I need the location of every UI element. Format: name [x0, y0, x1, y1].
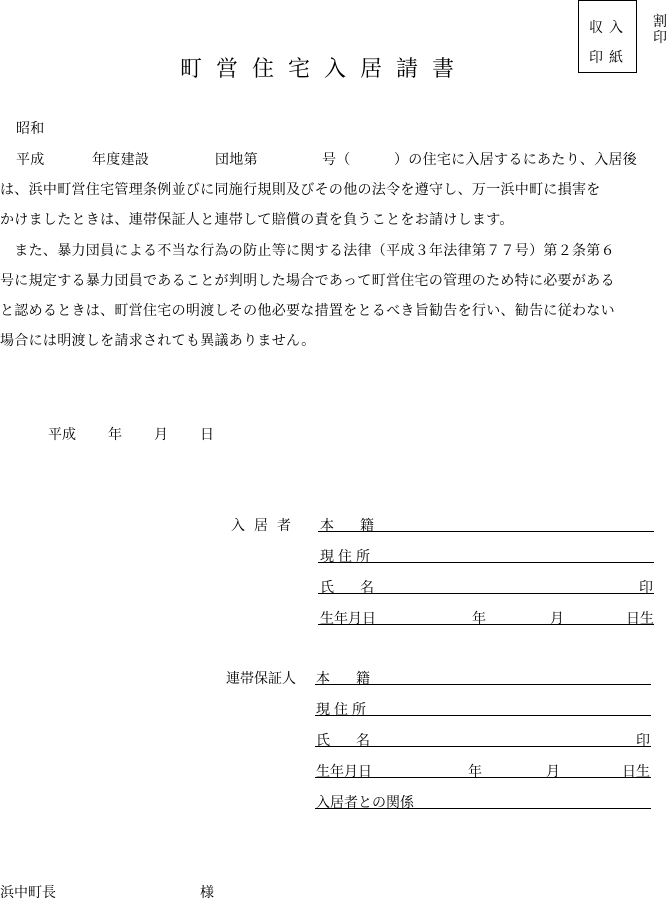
tenant-address-field[interactable] — [318, 562, 654, 563]
para1-line3: かけましたときは、連帯保証人と連帯して賠償の責を負うことをお請けします。 — [0, 212, 514, 228]
date-era: 平成 — [48, 427, 76, 443]
addressee-mayor: 浜中町長 — [0, 885, 56, 901]
tenant-birth-year: 年 — [472, 611, 486, 627]
tenant-birth-month: 月 — [550, 611, 564, 627]
guarantor-honseki-label: 本 籍 — [316, 671, 376, 687]
tenant-address-label: 現住所 — [320, 549, 374, 565]
gou-label: 号（ — [322, 152, 351, 168]
tenant-honseki-label: 本 籍 — [320, 518, 380, 534]
guarantor-name-label: 氏 名 — [316, 733, 376, 749]
document-title: 町営住宅入居請書 — [180, 57, 469, 82]
guarantor-label: 連帯保証人 — [226, 671, 296, 687]
nendo-label: 年度建設 — [92, 152, 150, 168]
stamp-label-line1: 収入 — [589, 20, 629, 36]
para2-line4: 場合には明渡しを請求されても異議ありません。 — [0, 333, 316, 349]
para1-line2: は、浜中町営住宅管理条例並びに同施行規則及びその他の法令を遵守し、万一浜中町に損害を — [0, 182, 601, 198]
date-year: 年 — [108, 427, 122, 443]
date-month: 月 — [154, 427, 168, 443]
guarantor-birth-field[interactable] — [315, 777, 651, 778]
guarantor-seal-mark: 印 — [636, 733, 650, 749]
date-day: 日 — [200, 427, 214, 443]
heisei-label: 平成 — [16, 152, 45, 168]
tenant-seal-mark: 印 — [639, 580, 653, 596]
guarantor-birth-month: 月 — [546, 764, 560, 780]
tenant-birth-day: 日生 — [626, 611, 654, 627]
guarantor-relation-field[interactable] — [315, 808, 651, 809]
tenant-birth-field[interactable] — [318, 624, 654, 625]
para2-line3: と認めるときは、町営住宅の明渡しその他必要な措置をとるべき旨勧告を行い、勧告に従わない — [0, 303, 615, 319]
tenant-birth-label: 生年月日 — [320, 611, 376, 627]
danchi-label: 団地第 — [215, 152, 258, 168]
guarantor-relation-label: 入居者との関係 — [316, 795, 414, 811]
guarantor-honseki-field[interactable] — [315, 684, 651, 685]
seal-split-label: 割印 — [653, 14, 667, 46]
para2-line1: また、暴力団員による不当な行為の防止等に関する法律（平成３年法律第７７号）第２条第６ — [0, 243, 615, 259]
tenant-honseki-field[interactable] — [318, 531, 654, 532]
guarantor-address-label: 現住所 — [316, 702, 370, 718]
stamp-label-line2: 印紙 — [589, 50, 629, 66]
guarantor-name-field[interactable] — [315, 746, 651, 747]
tenant-name-field[interactable] — [318, 593, 654, 594]
guarantor-birth-year: 年 — [468, 764, 482, 780]
guarantor-birth-label: 生年月日 — [316, 764, 372, 780]
revenue-stamp-box — [578, 0, 637, 73]
era-showa: 昭和 — [16, 121, 45, 137]
addressee-sama: 様 — [200, 885, 214, 901]
tenant-label: 入居者 — [231, 518, 300, 534]
guarantor-birth-day: 日生 — [622, 764, 650, 780]
para2-line2: 号に規定する暴力団員であることが判明した場合であって町営住宅の管理のため特に必要がある — [0, 273, 615, 289]
tenant-name-label: 氏 名 — [320, 580, 380, 596]
para1-line1-rest: ）の住宅に入居するにあたり、入居後 — [394, 152, 638, 168]
guarantor-address-field[interactable] — [315, 715, 651, 716]
